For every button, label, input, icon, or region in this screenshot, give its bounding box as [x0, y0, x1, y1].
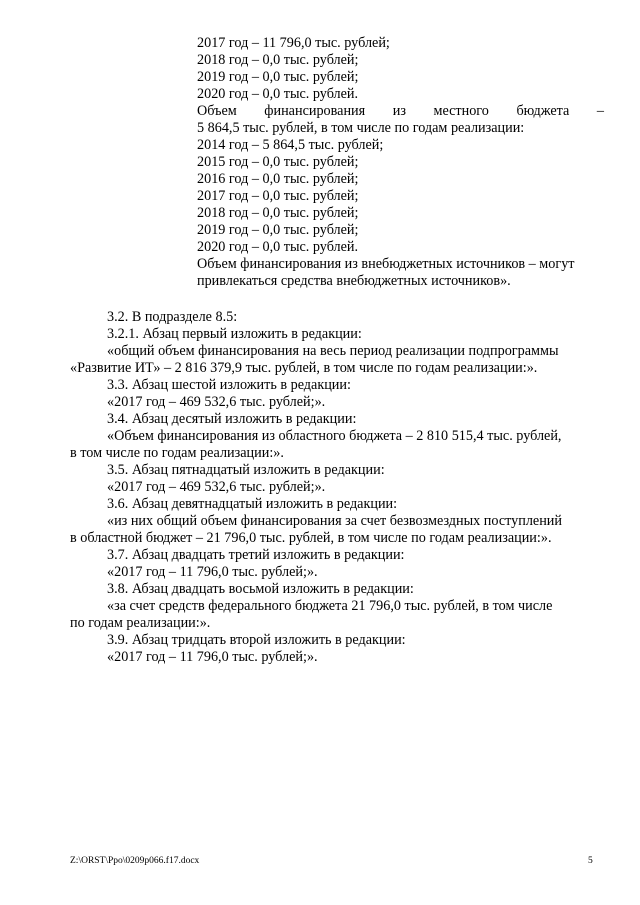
paragraph: «2017 год – 11 796,0 тыс. рублей;». [107, 564, 318, 580]
word: – [596, 103, 604, 119]
paragraph: 3.2. В подразделе 8.5: [107, 309, 238, 325]
paragraph: 3.3. Абзац шестой изложить в редакции: [107, 377, 351, 393]
local-budget-total: 5 864,5 тыс. рублей, в том числе по годам реализации: [197, 120, 525, 136]
local-year-line: 2019 год – 0,0 тыс. рублей; [197, 222, 359, 238]
word: бюджета [516, 103, 570, 119]
local-year-line: 2020 год – 0,0 тыс. рублей. [197, 239, 359, 255]
paragraph: 3.9. Абзац тридцать второй изложить в редакции: [107, 632, 406, 648]
funding-year-line: 2019 год – 0,0 тыс. рублей; [197, 69, 359, 85]
paragraph: 3.7. Абзац двадцать третий изложить в редакции: [107, 547, 405, 563]
paragraph: «Объем финансирования из областного бюджета – 2 810 515,4 тыс. рублей, [107, 428, 562, 444]
paragraph: 3.4. Абзац десятый изложить в редакции: [107, 411, 357, 427]
funding-year-line: 2017 год – 11 796,0 тыс. рублей; [197, 35, 390, 51]
local-year-line: 2018 год – 0,0 тыс. рублей; [197, 205, 359, 221]
page-number: 5 [588, 856, 593, 866]
funding-year-line: 2020 год – 0,0 тыс. рублей. [197, 86, 359, 102]
paragraph: «2017 год – 469 532,6 тыс. рублей;». [107, 479, 326, 495]
paragraph: по годам реализации:». [70, 615, 211, 631]
paragraph: 3.8. Абзац двадцать восьмой изложить в редакции: [107, 581, 414, 597]
paragraph: «2017 год – 11 796,0 тыс. рублей;». [107, 649, 318, 665]
local-year-line: 2014 год – 5 864,5 тыс. рублей; [197, 137, 384, 153]
paragraph: «из них общий объем финансирования за счет безвозмездных поступлений [107, 513, 562, 529]
footer-file-path: Z:\ORST\Ppo\0209p066.f17.docx [70, 856, 200, 866]
paragraph: 3.6. Абзац девятнадцатый изложить в редакции: [107, 496, 398, 512]
paragraph: 3.2.1. Абзац первый изложить в редакции: [107, 326, 362, 342]
paragraph: 3.5. Абзац пятнадцатый изложить в редакции: [107, 462, 385, 478]
local-year-line: 2015 год – 0,0 тыс. рублей; [197, 154, 359, 170]
local-year-line: 2017 год – 0,0 тыс. рублей; [197, 188, 359, 204]
paragraph: «Развитие ИТ» – 2 816 379,9 тыс. рублей, в том числе по годам реализации:». [70, 360, 538, 376]
paragraph: «2017 год – 469 532,6 тыс. рублей;». [107, 394, 326, 410]
paragraph: «общий объем финансирования на весь период реализации подпрограммы [107, 343, 559, 359]
extra-budget-line: Объем финансирования из внебюджетных источников – могут [197, 256, 575, 272]
word: из [392, 103, 406, 119]
word: местного [433, 103, 489, 119]
word: Объем [197, 103, 237, 119]
paragraph: в областной бюджет – 21 796,0 тыс. рублей, в том числе по годам реализации:». [70, 530, 552, 546]
local-budget-heading [197, 103, 604, 120]
paragraph: в том числе по годам реализации:». [70, 445, 284, 461]
paragraph: «за счет средств федерального бюджета 21 796,0 тыс. рублей, в том числе [107, 598, 553, 614]
extra-budget-line: привлекаться средства внебюджетных источников». [197, 273, 511, 289]
word: финансирования [264, 103, 366, 119]
funding-year-line: 2018 год – 0,0 тыс. рублей; [197, 52, 359, 68]
local-year-line: 2016 год – 0,0 тыс. рублей; [197, 171, 359, 187]
